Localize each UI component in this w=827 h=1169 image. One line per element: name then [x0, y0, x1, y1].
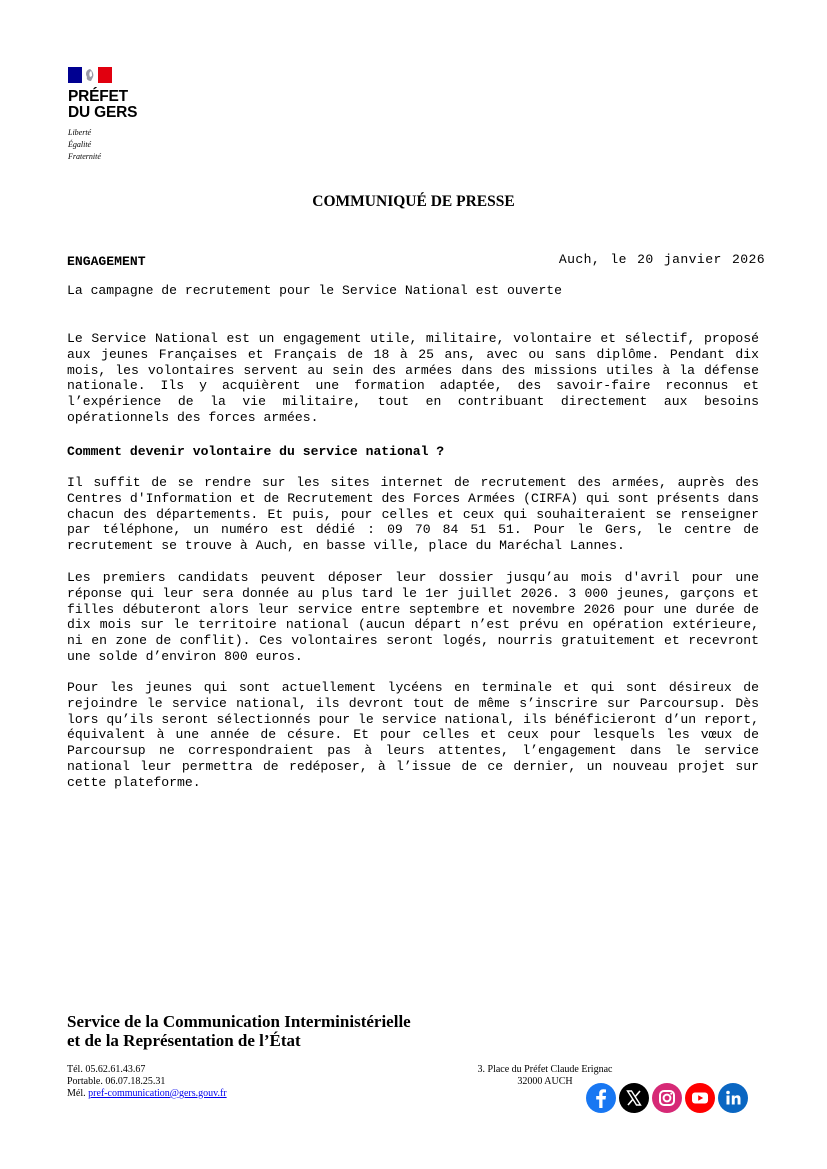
- mobile-number: Portable. 06.07.18.25.31: [67, 1075, 166, 1087]
- linkedin-icon[interactable]: [717, 1082, 749, 1114]
- intro-paragraph: [67, 331, 759, 426]
- paragraph-1-text: Il suffit de se rendre sur les sites internet de recrutement des armées, auprès des Centres d'Information et de Recrutement des Forces Armées (CIRFA) qui sont présents dans chacun des départements. Et puis, pour celles et ceux qui souhaiteraient se renseigner par téléphone, un numéro est dédié : 09 70 84 51 51. Pour le Gers, le centre de recrutement se trouve à Auch, en basse ville, place du Maréchal Lannes.: [67, 475, 759, 554]
- address-line2: 32000 AUCH: [517, 1075, 573, 1087]
- service-line1: Service de la Communication Interministérielle: [67, 1012, 411, 1031]
- devise-liberte: Liberté: [68, 128, 92, 137]
- paragraph-candidates: [67, 570, 759, 665]
- release-date: Auch, le 20 janvier 2026: [558, 252, 765, 267]
- service-line2: et de la Représentation de l’État: [67, 1031, 301, 1050]
- org-name-line1: PRÉFET: [68, 88, 128, 105]
- youtube-icon[interactable]: [684, 1082, 716, 1114]
- devise: [68, 127, 158, 163]
- social-links: [585, 1082, 749, 1114]
- facebook-icon[interactable]: [585, 1082, 617, 1114]
- org-name: [68, 89, 158, 121]
- phone-number: Tél. 05.62.61.43.67: [67, 1064, 146, 1075]
- footer-service-name: [67, 1012, 411, 1050]
- org-name-line2: DU GERS: [68, 104, 138, 121]
- release-subtitle: La campagne de recrutement pour le Service National est ouverte: [67, 283, 563, 298]
- email-label: Mél.: [67, 1087, 86, 1099]
- address-line1: 3. Place du Préfet Claude Erignac: [477, 1064, 613, 1075]
- section-heading: Comment devenir volontaire du service national ?: [67, 444, 445, 459]
- press-release-title: COMMUNIQUÉ DE PRESSE: [312, 193, 515, 210]
- paragraph-3-text: Pour les jeunes qui sont actuellement lycéens en terminale et qui sont désireux de rejoindre le service national, ils devront tout de même s’inscrire sur Parcoursup. Dès lors qu’ils seront sélectionnés pour le service national, ils bénéficieront d’un report, équivalent à une année de césure. Et pour celles et ceux pour lesquels les vœux de Parcoursup ne correspondraient pas à leurs attentes, l’engagement dans le service national leur permettra de redéposer, à l’issue de ce dernier, un nouveau projet sur cette plateforme.: [67, 680, 759, 790]
- category-label: ENGAGEMENT: [67, 254, 146, 269]
- email-line: [67, 1088, 227, 1100]
- prefecture-logo: [68, 67, 158, 163]
- footer-contacts: [67, 1064, 227, 1099]
- marianne-flag-icon: [68, 67, 112, 83]
- devise-egalite: Égalité: [68, 140, 92, 149]
- marianne-icon: [81, 68, 99, 82]
- email-link[interactable]: pref-communication@gers.gouv.fr: [88, 1087, 227, 1099]
- x-icon[interactable]: [618, 1082, 650, 1114]
- paragraph-recruitment-sites: [67, 475, 759, 554]
- instagram-icon[interactable]: [651, 1082, 683, 1114]
- paragraph-2-text: Les premiers candidats peuvent déposer leur dossier jusqu’au mois d'avril pour une réponse qui leur sera donnée au plus tard le 1er juillet 2026. 3 000 jeunes, garçons et filles débuteront alors leur service entre septembre et novembre 2026 pour une durée de dix mois sur le territoire national (aucun départ n’est prévu en opération extérieure, ni en zone de conflit). Ces volontaires seront logés, nourris gratuitement et recevront une solde d’environ 800 euros.: [67, 570, 759, 664]
- devise-fraternite: Fraternité: [68, 152, 101, 161]
- intro-text: Le Service National est un engagement utile, militaire, volontaire et sélectif, proposé aux jeunes Françaises et Français de 18 à 25 ans, avec ou sans diplôme. Pendant dix mois, les volontaires servent au sein des armées dans des missions utiles à la défense nationale. Ils y acquièrent une formation adaptée, des savoir-faire reconnus et l’expérience de la vie militaire, tout en contribuant directement aux besoins opérationnels des forces armées.: [67, 331, 759, 425]
- paragraph-parcoursup: [67, 680, 759, 791]
